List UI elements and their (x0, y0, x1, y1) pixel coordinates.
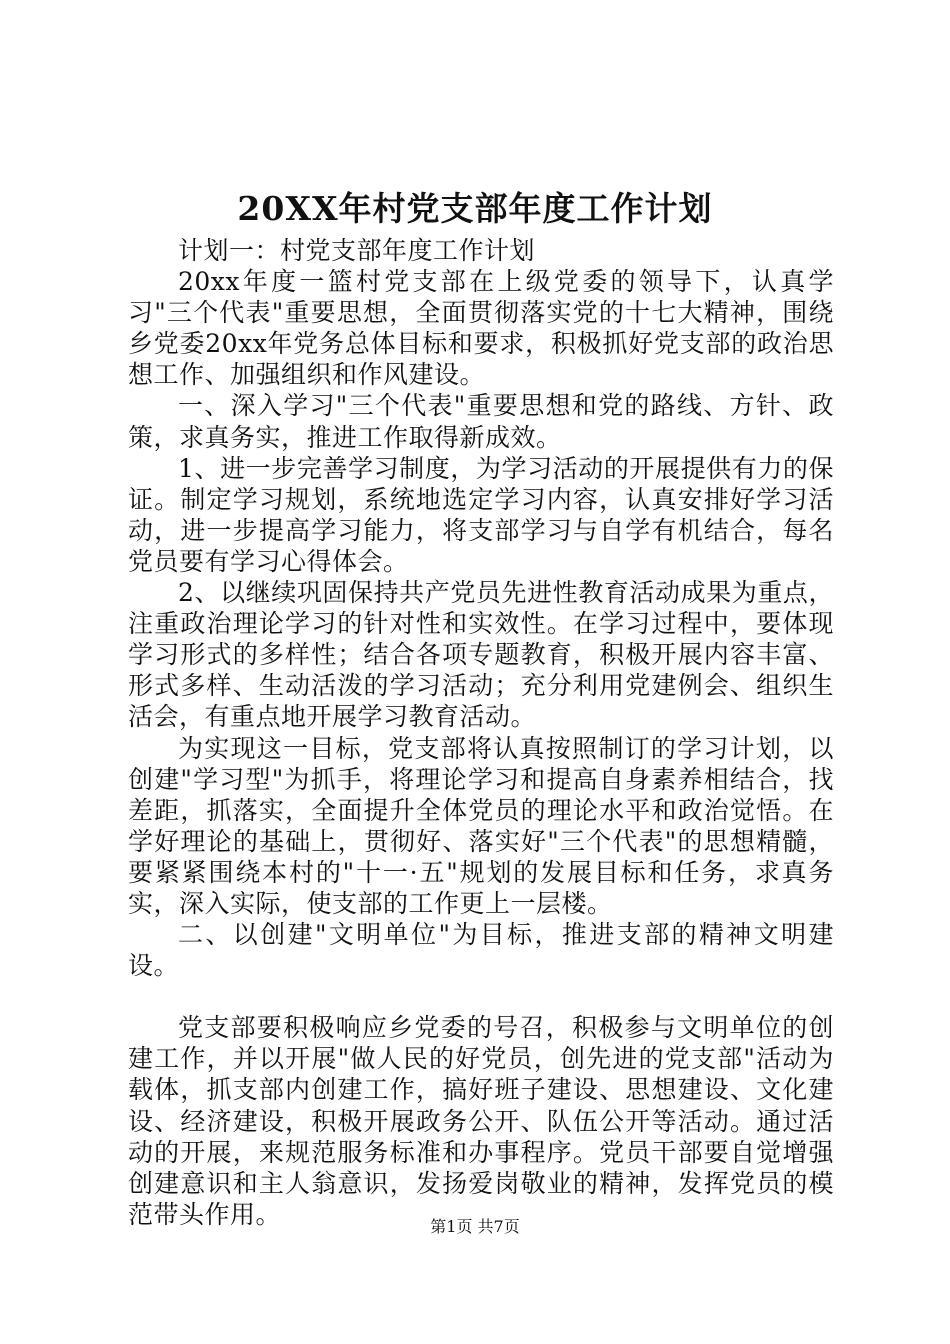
goal-paragraph: 为实现这一目标，党支部将认真按照制订的学习计划，以创建"学习型"为抓手，将理论学习和提高自身素养相结合，找差距，抓落实，全面提升全体党员的理论水平和政治觉悟。在学好理论的基础上，贯彻好、落实好"三个代表"的思想精髓，要紧紧围绕本村的"十一·五"规划的发展目标和任务，求真务实，深入实际，使支部的工作更上一层楼。 (128, 733, 834, 918)
item-paragraph-1: 1、进一步完善学习制度，为学习活动的开展提供有力的保证。制定学习规划，系统地选定学习内容，认真安排好学习活动，进一步提高学习能力，将支部学习与自学有机结合，每名党员要有学习心得体会。 (128, 453, 834, 576)
document-body (128, 235, 834, 1230)
intro-paragraph: 20xx年度一篮村党支部在上级党委的领导下，认真学习"三个代表"重要思想，全面贯彻落实党的十七大精神，围绕乡党委20xx年党务总体目标和要求，积极抓好党支部的政治思想工作、加强组织和作风建设。 (128, 267, 834, 390)
section-heading-1: 一、深入学习"三个代表"重要思想和党的路线、方针、政策，求真务实，推进工作取得新成效。 (128, 391, 834, 452)
page-footer: 第1页 共7页 (430, 1217, 520, 1236)
blank-line (128, 981, 834, 1012)
section-heading-2: 二、以创建"文明单位"为目标，推进支部的精神文明建设。 (128, 920, 834, 981)
item-paragraph-2: 2、以继续巩固保持共产党员先进性教育活动成果为重点，注重政治理论学习的针对性和实效性。在学习过程中，要体现学习形式的多样性；结合各项专题教育，积极开展内容丰富、形式多样、生动活泼的学习活动；充分利用党建例会、组织生活会，有重点地开展学习教育活动。 (128, 578, 834, 732)
civilization-paragraph: 党支部要积极响应乡党委的号召，积极参与文明单位的创建工作，并以开展"做人民的好党员，创先进的党支部"活动为载体，抓支部内创建工作，搞好班子建设、思想建设、文化建设、经济建设，积极开展政务公开、队伍公开等活动。通过活动的开展，来规范服务标准和办事程序。党员干部要自觉增强创建意识和主人翁意识，发扬爱岗敬业的精神，发挥党员的模范带头作用。 (128, 1013, 834, 1229)
plan-subtitle: 计划一：村党支部年度工作计划 (178, 236, 536, 265)
document-title: 20XX年村党支部年度工作计划 (237, 189, 713, 228)
